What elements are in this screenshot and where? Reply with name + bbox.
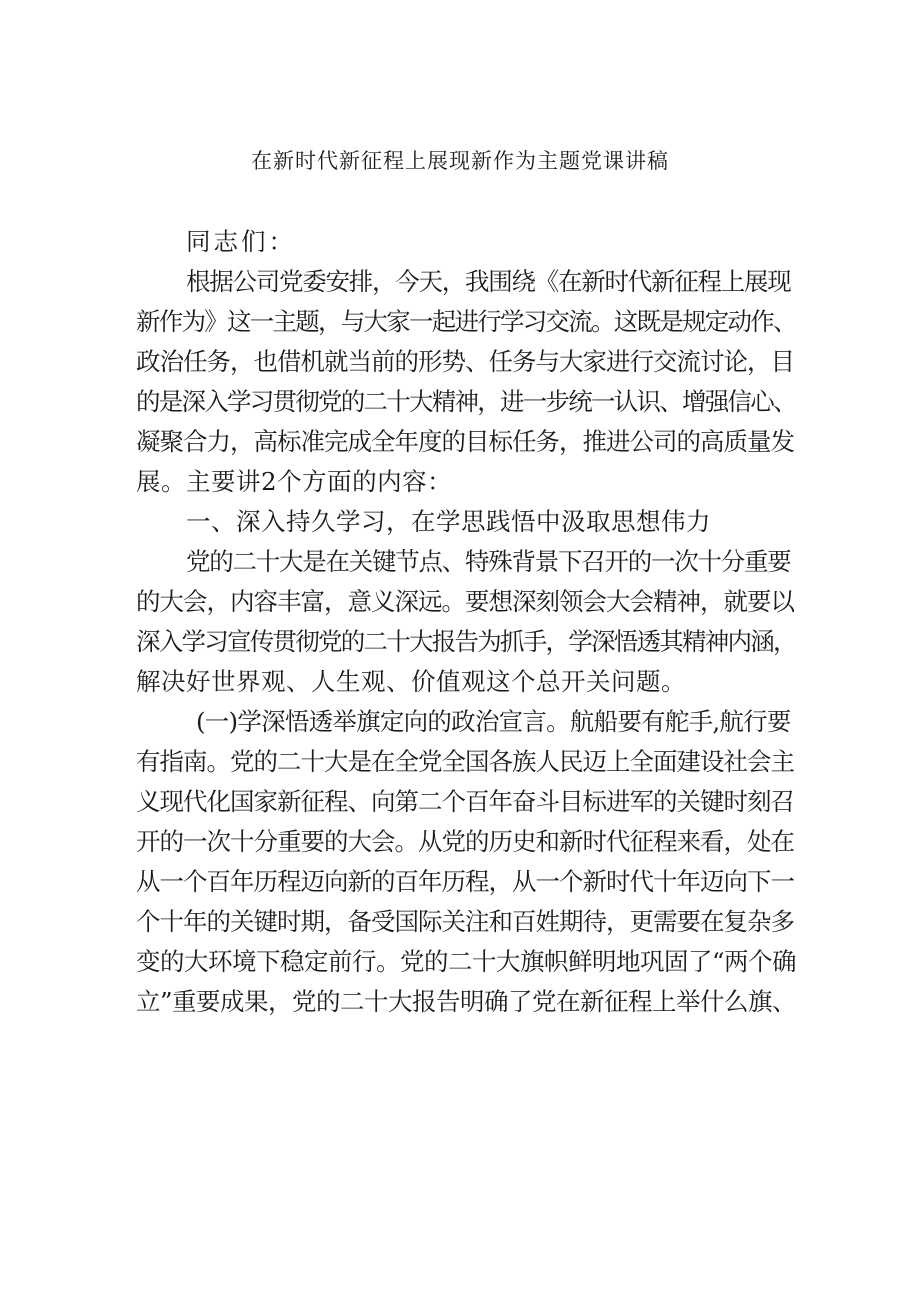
paragraph-line: 新作为》这一主题，与大家一起进行学习交流。这既是规定动作、 [136, 307, 796, 336]
body-paragraph-2 [136, 542, 796, 702]
paragraph-line: 的大会，内容丰富，意义深远。要想深刻领会大会精神，就要以 [136, 587, 794, 616]
intro-paragraph [136, 262, 796, 502]
body-paragraph-3 [136, 702, 796, 1022]
paragraph-line: 根据公司党委安排，今天，我围绕《在新时代新征程上展现 [186, 267, 791, 296]
paragraph-line: 义现代化国家新征程、向第二个百年奋斗目标进军的关键时刻召 [136, 787, 794, 816]
paragraph-line: 解决好世界观、人生观、价值观这个总开关问题。 [136, 667, 686, 696]
paragraph-line: 变的大环境下稳定前行。党的二十大旗帜鲜明地巩固了“两个确 [136, 947, 797, 976]
section-heading-paragraph [136, 502, 796, 542]
paragraph-line: (一)学深悟透举旗定向的政治宣言。航船要有舵手,航行要 [196, 707, 791, 736]
paragraph-line: 凝聚合力，高标准完成全年度的目标任务，推进公司的高质量发 [136, 427, 794, 456]
paragraph-line: 立”重要成果，党的二十大报告明确了党在新征程上举什么旗、 [136, 987, 797, 1016]
paragraph-line: 有指南。党的二十大是在全党全国各族人民迈上全面建设社会主 [136, 747, 794, 776]
greeting-paragraph [136, 222, 796, 262]
paragraph-line: 党的二十大是在关键节点、特殊背景下召开的一次十分重要 [186, 547, 791, 576]
document-title: 在新时代新征程上展现新作为主题党课讲稿 [251, 149, 669, 173]
paragraph-line: 从一个百年历程迈向新的百年历程，从一个新时代十年迈向下一 [136, 867, 794, 896]
document-body [136, 222, 796, 1022]
greeting-line: 同志们： [186, 227, 296, 256]
paragraph-line: 政治任务，也借机就当前的形势、任务与大家进行交流讨论，目 [136, 347, 794, 376]
paragraph-line: 个十年的关键时期，备受国际关注和百姓期待，更需要在复杂多 [136, 907, 794, 936]
paragraph-line: 深入学习宣传贯彻党的二十大报告为抓手，学深悟透其精神内涵， [136, 627, 796, 656]
paragraph-line: 开的一次十分重要的大会。从党的历史和新时代征程来看，处在 [136, 827, 794, 856]
paragraph-line: 的是深入学习贯彻党的二十大精神，进一步统一认识、增强信心、 [136, 387, 796, 416]
paragraph-line: 展。主要讲2个方面的内容： [136, 467, 453, 496]
section-heading: 一、深入持久学习，在学思践悟中汲取思想伟力 [186, 507, 711, 536]
